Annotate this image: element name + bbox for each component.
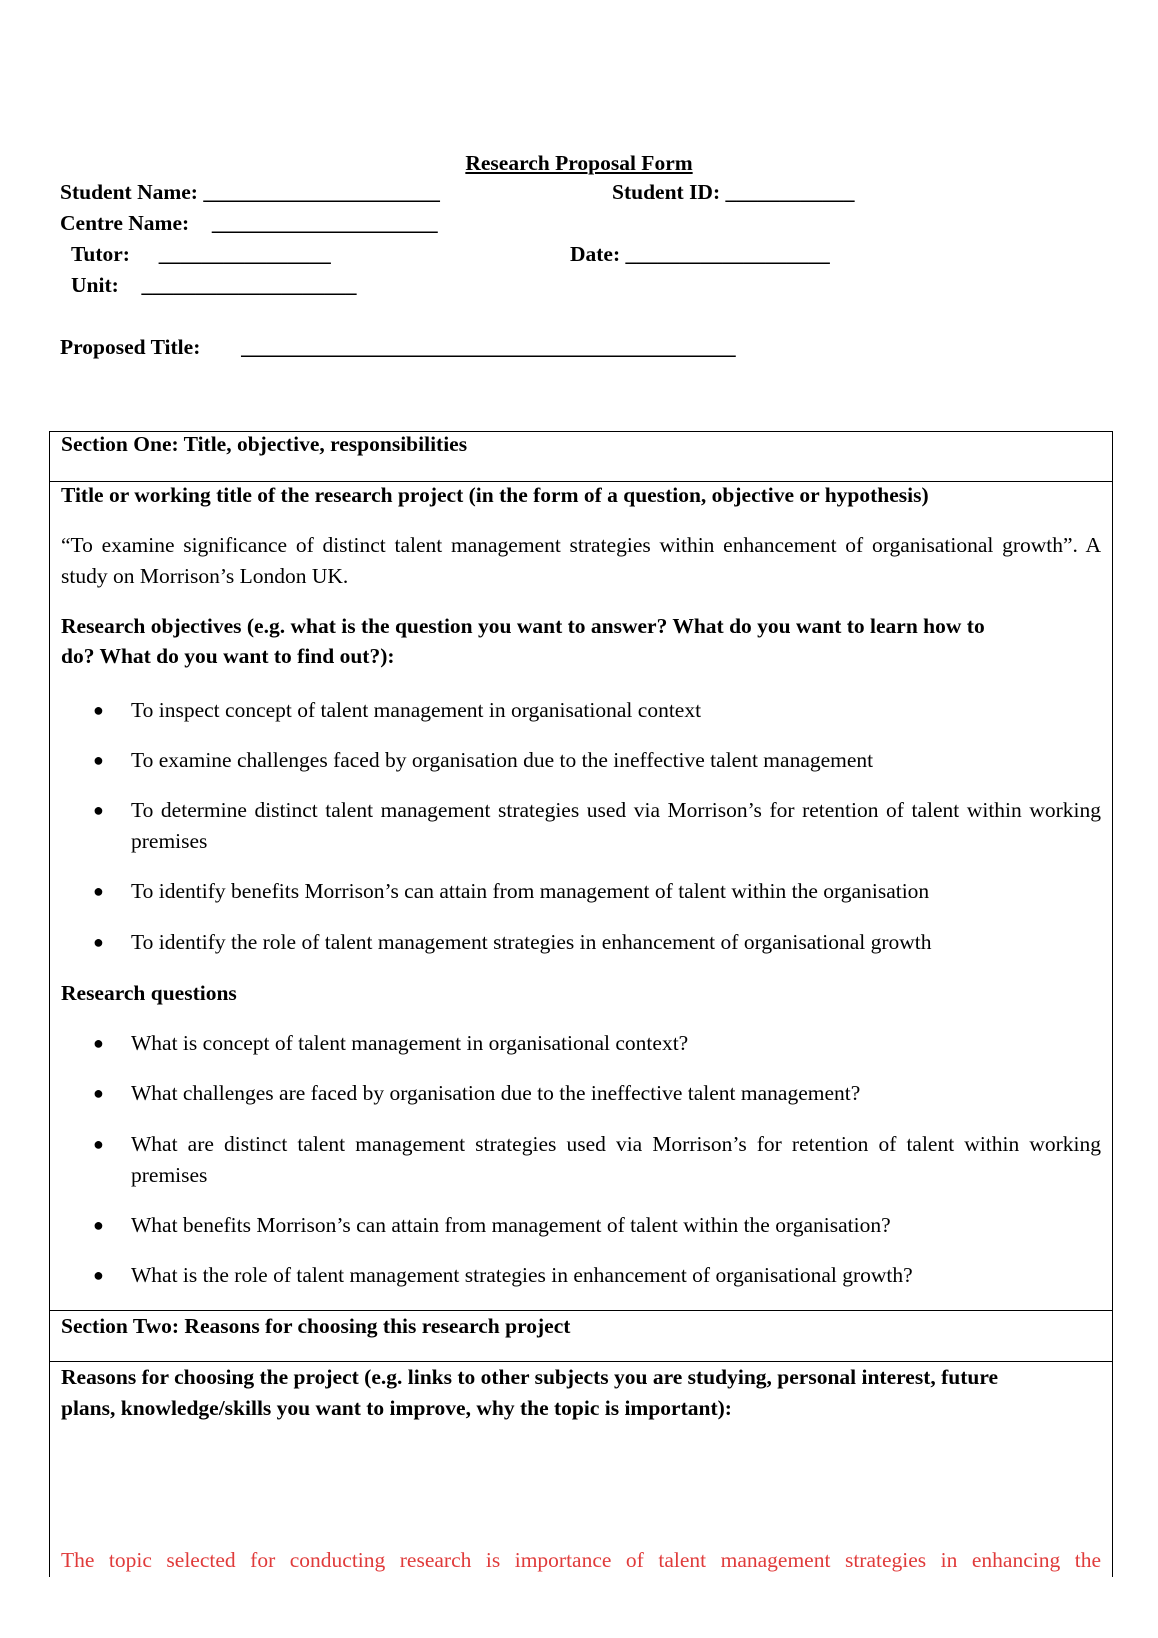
- bullet-icon: ●: [93, 1134, 104, 1154]
- objectives-prompt: Research objectives (e.g. what is the question you want to answer? What do you want to learn how to: [61, 614, 985, 638]
- unit-line[interactable]: ____________________: [141, 273, 357, 297]
- bullet-icon: ●: [93, 750, 104, 770]
- question-item: What is concept of talent management in organisational context?: [131, 1031, 689, 1055]
- centre-name-field[interactable]: [60, 211, 438, 236]
- objective-item: To identify benefits Morrison’s can attain from management of talent within the organisation: [131, 879, 930, 903]
- centre-name-line[interactable]: _____________________: [211, 211, 438, 235]
- tutor-field[interactable]: [71, 242, 331, 267]
- question-item: What are distinct talent management strategies used via Morrison’s for retention of talent within working premises: [131, 1132, 1101, 1187]
- student-name-label: Student Name:: [60, 180, 198, 204]
- proposed-title-label: Proposed Title:: [60, 335, 201, 359]
- objective-item: To examine challenges faced by organisation due to the ineffective talent management: [131, 748, 874, 772]
- bullet-icon: ●: [93, 881, 104, 901]
- reasons-prompt: Reasons for choosing the project (e.g. links to other subjects you are studying, personal interest, future: [61, 1365, 999, 1389]
- student-id-field[interactable]: [612, 180, 855, 205]
- bullet-icon: ●: [93, 1265, 104, 1285]
- bullet-icon: ●: [93, 800, 104, 820]
- tutor-line[interactable]: ________________: [158, 242, 331, 266]
- title-text[interactable]: “To examine significance of distinct talent management strategies within enhancement of organisational growth”. A study on Morrison’s London UK.: [61, 533, 1101, 588]
- question-item: What benefits Morrison’s can attain from management of talent within the organisation?: [131, 1213, 891, 1237]
- date-line[interactable]: ___________________: [625, 242, 830, 266]
- bullet-icon: ●: [93, 1215, 104, 1235]
- date-label: Date:: [570, 242, 621, 266]
- section-one-heading: Section One: Title, objective, responsibilities: [61, 432, 468, 456]
- question-item: What challenges are faced by organisation due to the ineffective talent management?: [131, 1081, 861, 1105]
- objectives-prompt-cont: do? What do you want to find out?):: [61, 644, 395, 668]
- bullet-icon: ●: [93, 700, 104, 720]
- tutor-label: Tutor:: [71, 242, 130, 266]
- student-name-line[interactable]: ______________________: [203, 180, 440, 204]
- student-name-field[interactable]: [60, 180, 440, 205]
- objective-item: To inspect concept of talent management in organisational context: [131, 698, 702, 722]
- date-field[interactable]: [570, 242, 830, 267]
- proposed-title-field[interactable]: [60, 335, 736, 360]
- objective-item: To determine distinct talent management strategies used via Morrison’s for retention of talent within working premises: [131, 798, 1101, 853]
- title-prompt: Title or working title of the research project (in the form of a question, objective or hypothesis): [61, 483, 929, 507]
- questions-heading: Research questions: [61, 981, 237, 1005]
- question-item: What is the role of talent management strategies in enhancement of organisational growth?: [131, 1263, 913, 1287]
- bullet-icon: ●: [93, 932, 104, 952]
- reasons-text[interactable]: The topic selected for conducting research is importance of talent management strategies in enhancing the: [61, 1548, 1101, 1572]
- bullet-icon: ●: [93, 1083, 104, 1103]
- section-two-heading: Section Two: Reasons for choosing this research project: [61, 1314, 571, 1338]
- reasons-prompt-cont: plans, knowledge/skills you want to improve, why the topic is important):: [61, 1396, 732, 1420]
- bullet-icon: ●: [93, 1033, 104, 1053]
- objective-item: To identify the role of talent management strategies in enhancement of organisational growth: [131, 930, 932, 954]
- unit-label: Unit:: [71, 273, 119, 297]
- unit-field[interactable]: [71, 273, 357, 298]
- student-id-label: Student ID:: [612, 180, 721, 204]
- form-title: Research Proposal Form: [465, 151, 693, 175]
- student-id-line[interactable]: ____________: [725, 180, 855, 204]
- proposed-title-line[interactable]: ______________________________________________: [241, 335, 736, 359]
- centre-name-label: Centre Name:: [60, 211, 190, 235]
